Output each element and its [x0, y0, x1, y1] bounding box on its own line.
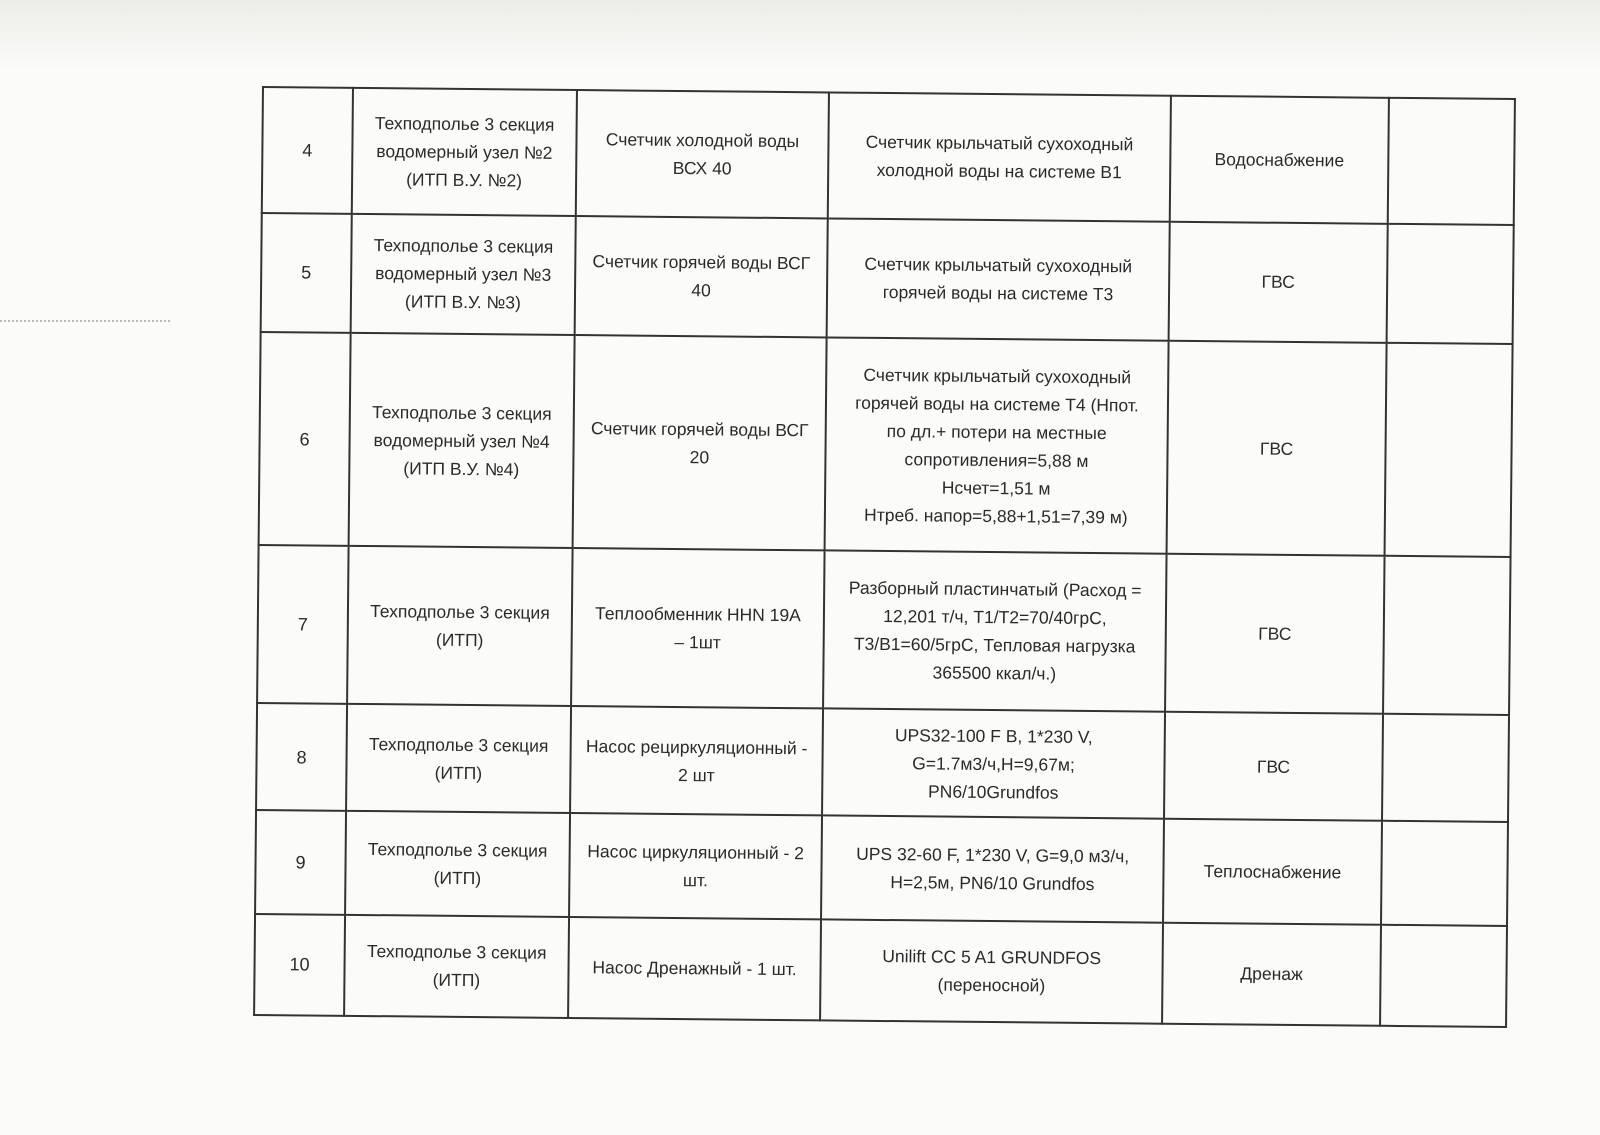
description-cell: Счетчик крыльчатый сухоходный горячей воды на системе Т3: [827, 218, 1170, 341]
description-cell: Разборный пластинчатый (Расход = 12,201 т/ч, Т1/Т2=70/40грС, Т3/В1=60/5грС, Тепловая нагрузка 365500 ккал/ч.): [823, 550, 1167, 711]
equipment-cell: Счетчик холодной воды ВСХ 40: [576, 90, 829, 218]
system-cell: ГВС: [1164, 712, 1383, 821]
system-cell: Теплоснабжение: [1163, 819, 1382, 924]
location-cell: Техподполье 3 секция (ИТП): [347, 546, 573, 706]
note-cell: [1385, 343, 1513, 557]
equipment-cell: Насос Дренажный - 1 шт.: [568, 917, 821, 1021]
note-cell: [1380, 924, 1507, 1027]
equipment-cell: Счетчик горячей воды ВСГ 40: [575, 216, 828, 338]
system-cell: Дренаж: [1162, 922, 1381, 1025]
row-number-cell: 4: [262, 87, 353, 213]
location-cell: Техподполье 3 секция (ИТП): [344, 914, 569, 1018]
system-cell: ГВС: [1167, 341, 1387, 556]
table-row: [256, 703, 1509, 822]
table-row: [262, 87, 1515, 225]
description-cell: Unilift CC 5 A1 GRUNDFOS (переносной): [820, 919, 1163, 1024]
note-cell: [1388, 98, 1515, 225]
table-row: [255, 810, 1508, 925]
table-row: [261, 213, 1514, 345]
description-cell: Счетчик крыльчатый сухоходный горячей воды на системе Т4 (Нпот. по дл.+ потери на местные сопротивления=5,88 м Нсчет=1,51 м Нтреб. напор=5,88+1,51=7,39 м): [825, 338, 1169, 554]
row-number-cell: 8: [256, 703, 347, 811]
description-cell: UPS32-100 F B, 1*230 V, G=1.7м3/ч,H=9,67м; PN6/10Grundfos: [822, 708, 1165, 819]
note-cell: [1382, 714, 1509, 823]
location-cell: Техподполье 3 секция водомерный узел №2 (ИТП В.У. №2): [352, 88, 577, 216]
note-cell: [1381, 821, 1508, 926]
description-cell: Счетчик крыльчатый сухоходный холодной воды на системе В1: [828, 92, 1171, 221]
location-cell: Техподполье 3 секция водомерный узел №3 (ИТП В.У. №3): [351, 213, 576, 335]
equipment-table: [253, 86, 1516, 1028]
row-number-cell: 5: [261, 213, 352, 333]
table-row: [257, 545, 1510, 715]
equipment-cell: Теплообменник HHN 19A – 1шт: [571, 548, 825, 708]
location-cell: Техподполье 3 секция (ИТП): [346, 704, 571, 814]
row-number-cell: 7: [257, 545, 349, 704]
table-row: [254, 914, 1507, 1027]
system-cell: ГВС: [1165, 554, 1385, 714]
system-cell: ГВС: [1169, 221, 1388, 343]
equipment-cell: Насос циркуляционный - 2 шт.: [569, 813, 822, 919]
row-number-cell: 6: [259, 332, 351, 546]
row-number-cell: 9: [255, 810, 346, 914]
equipment-cell: Насос рециркуляционный - 2 шт: [570, 706, 823, 816]
system-cell: Водоснабжение: [1170, 96, 1389, 224]
row-number-cell: 10: [254, 914, 345, 1016]
equipment-cell: Счетчик горячей воды ВСГ 20: [573, 335, 827, 550]
location-cell: Техподполье 3 секция (ИТП): [345, 811, 570, 916]
note-cell: [1387, 223, 1514, 344]
location-cell: Техподполье 3 секция водомерный узел №4 (ИТП В.У. №4): [349, 333, 575, 548]
description-cell: UPS 32-60 F, 1*230 V, G=9,0 м3/ч, Н=2,5м, PN6/10 Grundfos: [821, 816, 1164, 923]
note-cell: [1383, 556, 1511, 715]
scan-top-shadow: [0, 0, 1600, 70]
table-row: [259, 332, 1513, 557]
scan-artifact-line: [0, 320, 170, 324]
